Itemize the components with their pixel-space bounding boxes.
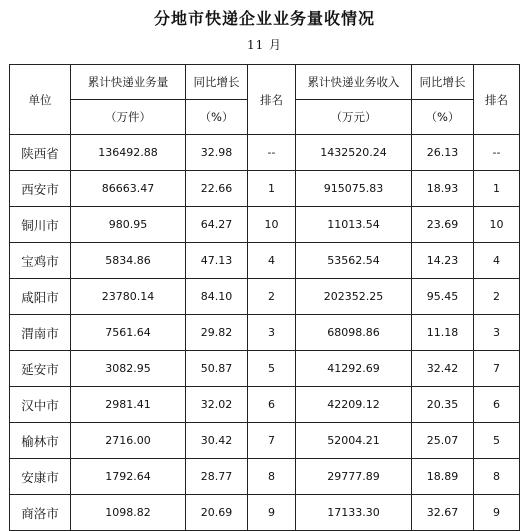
cell-volume-rank: 8 (248, 459, 296, 495)
cell-volume-growth: 84.10 (186, 279, 248, 315)
cell-volume: 3082.95 (71, 351, 186, 387)
cell-revenue-rank: 1 (474, 171, 520, 207)
page-subtitle: 11 月 (246, 38, 283, 52)
cell-volume: 2716.00 (71, 423, 186, 459)
cell-volume: 1792.64 (71, 459, 186, 495)
cell-revenue: 42209.12 (296, 387, 412, 423)
cell-unit: 商洛市 (10, 495, 71, 531)
cell-volume-rank: 9 (248, 495, 296, 531)
cell-unit: 铜川市 (10, 207, 71, 243)
cell-unit: 咸阳市 (10, 279, 71, 315)
cell-unit: 汉中市 (10, 387, 71, 423)
table-row (10, 171, 520, 207)
table-row (10, 495, 520, 531)
table-row (10, 459, 520, 495)
cell-volume-growth: 22.66 (186, 171, 248, 207)
cell-revenue: 68098.86 (296, 315, 412, 351)
cell-volume-rank: 4 (248, 243, 296, 279)
cell-volume-growth: 29.82 (186, 315, 248, 351)
cell-volume-rank: 1 (248, 171, 296, 207)
cell-revenue-rank: 2 (474, 279, 520, 315)
cell-volume: 86663.47 (71, 171, 186, 207)
cell-volume: 7561.64 (71, 315, 186, 351)
cell-revenue-growth: 95.45 (412, 279, 474, 315)
cell-volume-rank: -- (248, 135, 296, 171)
cell-revenue-rank: -- (474, 135, 520, 171)
cell-revenue-rank: 5 (474, 423, 520, 459)
cell-revenue-rank: 9 (474, 495, 520, 531)
cell-revenue: 52004.21 (296, 423, 412, 459)
table-row (10, 243, 520, 279)
cell-unit: 渭南市 (10, 315, 71, 351)
cell-volume: 2981.41 (71, 387, 186, 423)
header-revenue-unit: （万元） (296, 100, 412, 135)
cell-volume-rank: 5 (248, 351, 296, 387)
cell-revenue-rank: 3 (474, 315, 520, 351)
table-body (10, 135, 520, 531)
cell-revenue-growth: 11.18 (412, 315, 474, 351)
cell-volume-rank: 3 (248, 315, 296, 351)
cell-revenue-growth: 14.23 (412, 243, 474, 279)
table-row (10, 315, 520, 351)
cell-volume-rank: 10 (248, 207, 296, 243)
cell-volume-growth: 50.87 (186, 351, 248, 387)
cell-volume-rank: 2 (248, 279, 296, 315)
cell-revenue-growth: 18.89 (412, 459, 474, 495)
cell-revenue-growth: 25.07 (412, 423, 474, 459)
header-volume-growth-unit: （%） (186, 100, 248, 135)
header-unit: 单位 (10, 65, 71, 135)
header-volume-growth: 同比增长 (186, 65, 248, 100)
cell-unit: 延安市 (10, 351, 71, 387)
table-row (10, 279, 520, 315)
cell-revenue-growth: 32.67 (412, 495, 474, 531)
cell-revenue: 29777.89 (296, 459, 412, 495)
cell-revenue-rank: 8 (474, 459, 520, 495)
cell-revenue-growth: 32.42 (412, 351, 474, 387)
header-revenue-growth-unit: （%） (412, 100, 474, 135)
cell-volume-growth: 32.98 (186, 135, 248, 171)
header-volume-rank: 排名 (248, 65, 296, 135)
cell-unit: 陕西省 (10, 135, 71, 171)
cell-volume-rank: 6 (248, 387, 296, 423)
cell-unit: 榆林市 (10, 423, 71, 459)
cell-volume: 136492.88 (71, 135, 186, 171)
cell-volume: 1098.82 (71, 495, 186, 531)
table-row (10, 423, 520, 459)
header-revenue-rank: 排名 (474, 65, 520, 135)
express-stats-table (9, 64, 520, 531)
table-row (10, 387, 520, 423)
cell-volume: 5834.86 (71, 243, 186, 279)
cell-revenue-rank: 10 (474, 207, 520, 243)
cell-revenue: 41292.69 (296, 351, 412, 387)
table-row (10, 135, 520, 171)
cell-volume: 980.95 (71, 207, 186, 243)
cell-volume-growth: 20.69 (186, 495, 248, 531)
cell-unit: 安康市 (10, 459, 71, 495)
cell-revenue-growth: 18.93 (412, 171, 474, 207)
cell-revenue-rank: 4 (474, 243, 520, 279)
cell-revenue-growth: 23.69 (412, 207, 474, 243)
header-volume-unit: （万件） (71, 100, 186, 135)
page-title: 分地市快递企业业务量收情况 (153, 9, 375, 28)
cell-volume-rank: 7 (248, 423, 296, 459)
cell-revenue: 202352.25 (296, 279, 412, 315)
cell-revenue-rank: 6 (474, 387, 520, 423)
header-revenue: 累计快递业务收入 (296, 65, 412, 100)
cell-volume-growth: 28.77 (186, 459, 248, 495)
cell-revenue: 915075.83 (296, 171, 412, 207)
cell-volume-growth: 30.42 (186, 423, 248, 459)
table-row (10, 207, 520, 243)
cell-revenue-rank: 7 (474, 351, 520, 387)
cell-volume: 23780.14 (71, 279, 186, 315)
cell-volume-growth: 64.27 (186, 207, 248, 243)
cell-revenue-growth: 26.13 (412, 135, 474, 171)
cell-revenue: 17133.30 (296, 495, 412, 531)
cell-revenue-growth: 20.35 (412, 387, 474, 423)
table-row (10, 351, 520, 387)
cell-revenue: 1432520.24 (296, 135, 412, 171)
header-volume: 累计快递业务量 (71, 65, 186, 100)
cell-unit: 宝鸡市 (10, 243, 71, 279)
cell-volume-growth: 47.13 (186, 243, 248, 279)
cell-revenue: 53562.54 (296, 243, 412, 279)
cell-unit: 西安市 (10, 171, 71, 207)
header-revenue-growth: 同比增长 (412, 65, 474, 100)
cell-revenue: 11013.54 (296, 207, 412, 243)
cell-volume-growth: 32.02 (186, 387, 248, 423)
